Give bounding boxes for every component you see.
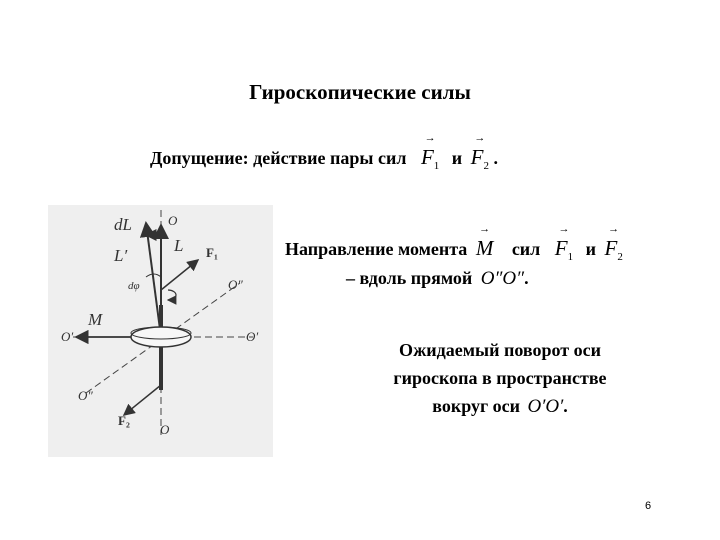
label-op-left: O′	[61, 329, 74, 344]
assumption-prefix: Допущение: действие пары сил	[150, 148, 407, 168]
label-o-bottom: O	[160, 422, 170, 437]
vector-arrow-icon: →	[608, 223, 620, 235]
gyroscope-diagram	[48, 205, 273, 457]
vector-l-prime	[146, 223, 161, 337]
force-f2-symbol: → $F_2$	[470, 132, 489, 173]
direction-line-2	[346, 268, 529, 290]
assumption-line	[150, 132, 498, 173]
force-f1-symbol: → $F_1$	[420, 132, 440, 173]
label-l-prime: L′	[114, 246, 128, 265]
expected-line3-prefix: вокруг оси	[432, 396, 520, 416]
direction-line2-prefix: – вдоль прямой	[346, 268, 473, 288]
gyroscope-figure	[48, 205, 273, 457]
forces-word: сил	[511, 239, 541, 259]
vector-arrow-icon: →	[474, 132, 486, 144]
direction-line-1	[285, 223, 623, 264]
page-number: 6	[645, 500, 652, 512]
force-f2-arrow	[124, 385, 161, 415]
expected-period: .	[563, 396, 568, 416]
expected-line-3	[340, 396, 660, 418]
force-f2-symbol-2: → $F_2$	[604, 223, 623, 264]
label-f2: F₂	[118, 413, 130, 428]
label-opp-right: O″	[228, 277, 243, 292]
conjunction-and-2: и	[585, 239, 596, 259]
conjunction-and: и	[451, 148, 463, 168]
vector-arrow-icon: →	[479, 223, 491, 235]
expected-line-1: Ожидаемый поворот оси	[399, 340, 601, 360]
label-m: M	[88, 310, 103, 329]
slide-title: Гироскопические силы	[249, 80, 471, 104]
rotation-arrow-icon	[168, 290, 176, 300]
label-dphi: dφ	[128, 280, 140, 292]
force-f1-symbol-2: → $F_1$	[554, 223, 574, 264]
expected-line-2: гироскопа в пространстве	[393, 368, 607, 388]
axis-opop-symbol: O′O′	[527, 396, 564, 417]
label-dl: dL	[114, 215, 132, 234]
label-op-right: O′	[246, 329, 259, 344]
label-f1: F₁	[206, 245, 218, 260]
direction-prefix: Направление момента	[285, 239, 468, 259]
moment-m-symbol: → M	[475, 223, 494, 260]
direction-period: .	[524, 268, 529, 288]
vector-arrow-icon: →	[558, 223, 570, 235]
axis-oppopp-symbol: O″O″	[480, 268, 525, 289]
label-opp-left: O″	[78, 388, 93, 403]
force-f1-arrow	[161, 260, 198, 290]
label-o-top: O	[168, 213, 178, 228]
label-l: L	[174, 236, 184, 255]
assumption-period: .	[493, 148, 498, 168]
vector-arrow-icon: →	[424, 132, 436, 144]
